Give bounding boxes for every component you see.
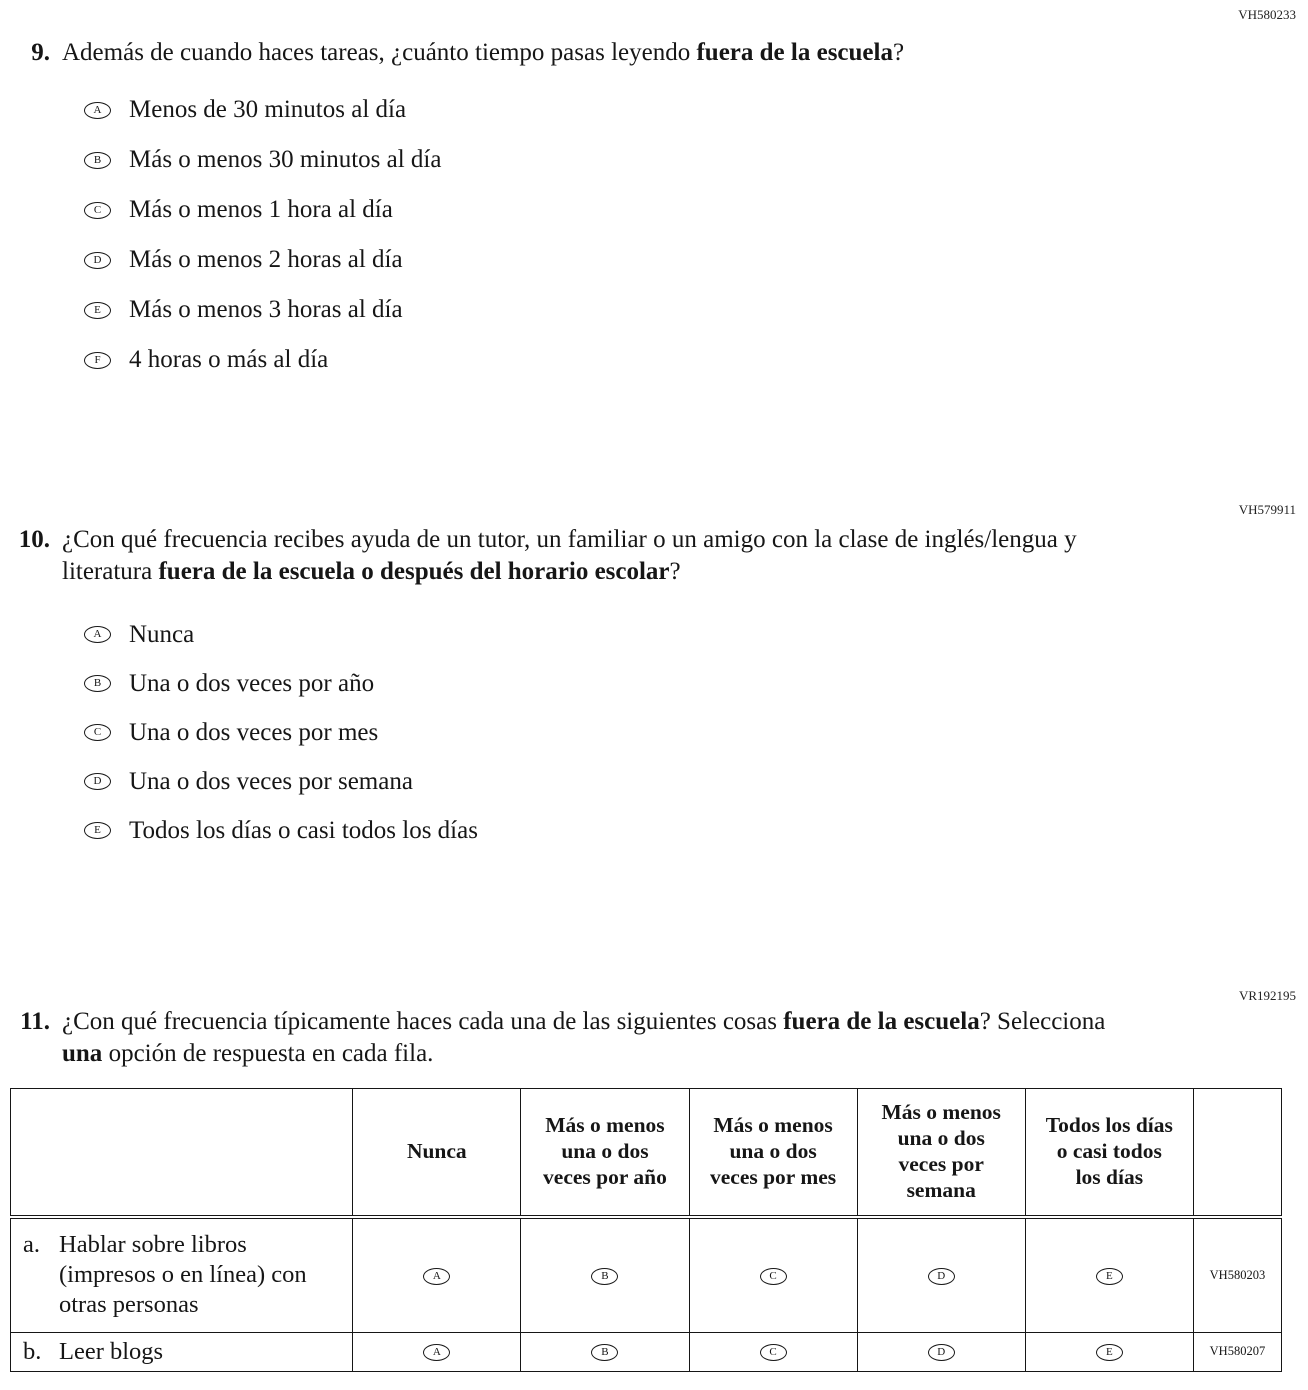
question-number: 9. [31, 39, 50, 66]
option-bubble[interactable]: B [591, 1344, 618, 1361]
row-code: VH580203 [1193, 1217, 1281, 1333]
column-header: Nunca [353, 1089, 521, 1217]
option-bubble[interactable]: E [1096, 1268, 1123, 1285]
answer-cell [857, 1333, 1025, 1372]
option-label: Una o dos veces por mes [129, 718, 379, 746]
question-10-code: VH579911 [1238, 502, 1296, 517]
question-text-pre: ¿Con qué frecuencia típicamente haces cada una de las siguientes cosas [62, 1008, 784, 1035]
frequency-table [10, 1088, 1282, 1372]
question-10 [0, 524, 1308, 855]
answer-cell [1025, 1333, 1193, 1372]
header-empty-cell [11, 1089, 353, 1217]
question-text-bold: una [62, 1040, 103, 1067]
option-bubble[interactable]: C [84, 202, 111, 219]
question-text-bold: fuera de la escuela o después del horario escolar [158, 558, 670, 585]
answer-cell [353, 1217, 521, 1333]
table-header-row [11, 1089, 1282, 1217]
question-text [62, 1006, 1107, 1070]
question-11 [0, 1006, 1308, 1372]
question-text-post: ? [892, 39, 905, 66]
option-label: Una o dos veces por semana [129, 767, 413, 795]
question-text-mid: ? Selecciona [979, 1008, 1106, 1035]
option-bubble[interactable]: A [84, 102, 111, 119]
answer-cell [353, 1333, 521, 1372]
question-text-pre: ¿Con qué frecuencia recibes ayuda de un tutor, un familiar o un amigo con la clase de inglés/lengua y literatura [62, 526, 1077, 585]
column-header: Más o menos una o dos veces por mes [689, 1089, 857, 1217]
answer-option [84, 757, 1308, 806]
row-label-cell [11, 1333, 353, 1372]
answer-option [84, 235, 1308, 285]
question-9-options [84, 85, 1308, 385]
option-label: Una o dos veces por año [129, 669, 375, 697]
answer-option [84, 610, 1308, 659]
question-text-post: opción de respuesta en cada fila. [102, 1040, 434, 1067]
question-9-code: VH580233 [1238, 7, 1296, 22]
option-bubble[interactable]: E [84, 822, 111, 839]
option-label: Todos los días o casi todos los días [129, 816, 478, 844]
answer-option [84, 135, 1308, 185]
table-row [11, 1333, 1282, 1372]
answer-cell [689, 1333, 857, 1372]
column-header: Más o menos una o dos veces por semana [857, 1089, 1025, 1217]
question-number: 11. [20, 1008, 50, 1035]
option-bubble[interactable]: A [84, 626, 111, 643]
question-text-pre: Además de cuando haces tareas, ¿cuánto tiempo pasas leyendo [62, 39, 697, 66]
answer-option [84, 806, 1308, 855]
option-bubble[interactable]: A [423, 1344, 450, 1361]
question-text-bold: fuera de la escuela [783, 1008, 980, 1035]
question-text [62, 37, 904, 69]
option-label: Nunca [129, 620, 195, 648]
row-label: Leer blogs [59, 1338, 164, 1365]
row-letter: b. [23, 1338, 42, 1365]
question-text-bold: fuera de la escuela [696, 39, 893, 66]
answer-option [84, 85, 1308, 135]
answer-option [84, 659, 1308, 708]
answer-cell [1025, 1217, 1193, 1333]
question-text-post: ? [669, 558, 681, 585]
column-header: Más o menos una o dos veces por año [521, 1089, 689, 1217]
answer-option [84, 708, 1308, 757]
answer-cell [521, 1217, 689, 1333]
option-label: Más o menos 30 minutos al día [129, 146, 442, 173]
option-bubble[interactable]: F [84, 352, 111, 369]
option-bubble[interactable]: D [928, 1344, 955, 1361]
option-bubble[interactable]: A [423, 1268, 450, 1285]
option-bubble[interactable]: C [760, 1268, 787, 1285]
column-header: Todos los días o casi todos los días [1025, 1089, 1193, 1217]
question-number: 10. [18, 526, 50, 553]
answer-cell [857, 1217, 1025, 1333]
answer-cell [689, 1217, 857, 1333]
answer-option [84, 185, 1308, 235]
option-bubble[interactable]: D [84, 252, 111, 269]
option-label: Más o menos 3 horas al día [129, 296, 403, 323]
question-9 [0, 37, 1308, 385]
row-code: VH580207 [1193, 1333, 1281, 1372]
question-11-code: VR192195 [1238, 988, 1296, 1003]
option-bubble[interactable]: E [1096, 1344, 1123, 1361]
answer-cell [521, 1333, 689, 1372]
option-bubble[interactable]: E [84, 302, 111, 319]
option-label: 4 horas o más al día [129, 346, 329, 373]
option-bubble[interactable]: C [760, 1344, 787, 1361]
option-bubble[interactable]: D [84, 773, 111, 790]
option-bubble[interactable]: B [84, 152, 111, 169]
option-label: Menos de 30 minutos al día [129, 96, 407, 123]
row-label-cell [11, 1217, 353, 1333]
header-empty-code-cell [1193, 1089, 1281, 1217]
table-row [11, 1217, 1282, 1333]
option-label: Más o menos 1 hora al día [129, 196, 393, 223]
row-label: Hablar sobre libros (impresos o en línea) con otras personas [59, 1231, 307, 1319]
question-10-options [84, 610, 1308, 855]
option-bubble[interactable]: D [928, 1268, 955, 1285]
row-letter: a. [23, 1231, 40, 1259]
answer-option [84, 335, 1308, 385]
option-bubble[interactable]: C [84, 724, 111, 741]
question-text [62, 524, 1107, 588]
answer-option [84, 285, 1308, 335]
option-bubble[interactable]: B [84, 675, 111, 692]
option-bubble[interactable]: B [591, 1268, 618, 1285]
option-label: Más o menos 2 horas al día [129, 246, 403, 273]
